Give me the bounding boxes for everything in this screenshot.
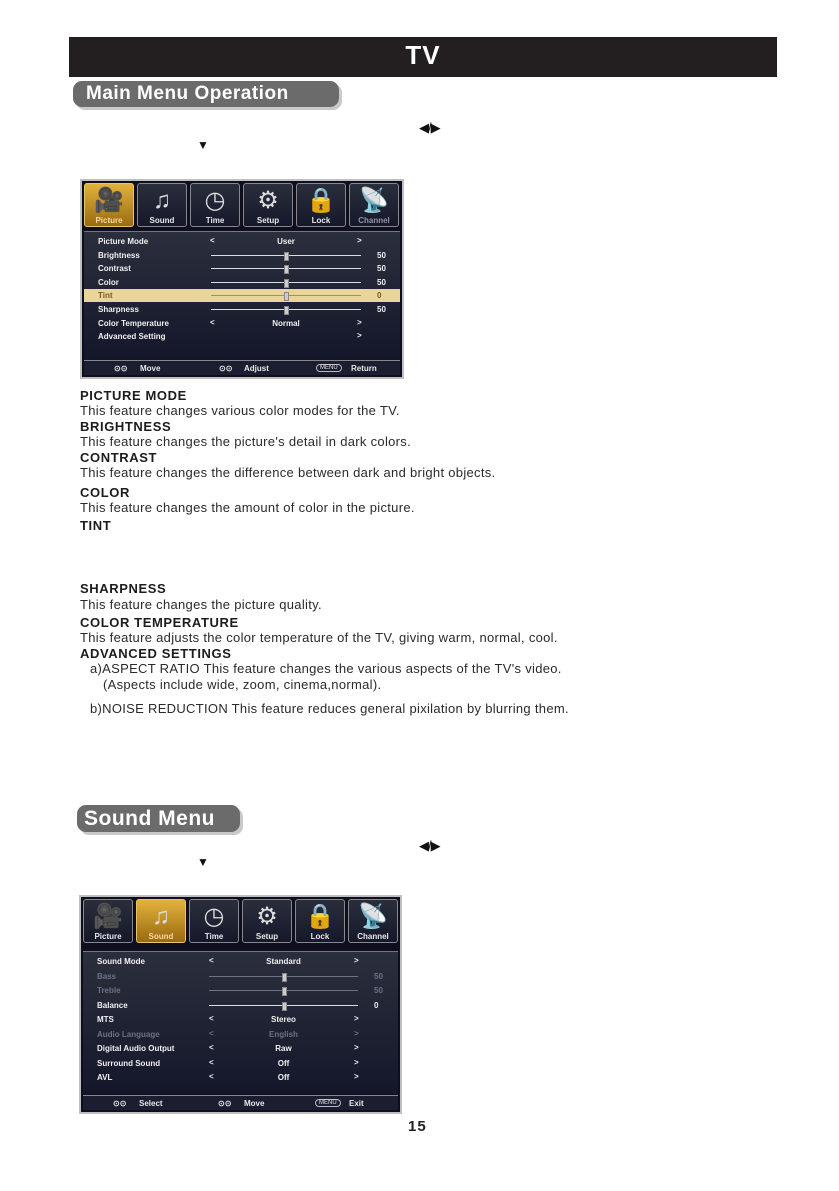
heading-color: COLOR <box>80 485 130 500</box>
sound-menu-panel <box>83 951 398 1094</box>
right-arrow-icon: > <box>357 236 362 245</box>
slider-value: 0 <box>377 291 382 301</box>
padlock-icon: 🔒 <box>306 187 336 214</box>
menu-row-advanced-setting <box>84 330 400 343</box>
tab-sound <box>137 183 187 227</box>
menu-key-icon: MENU <box>316 364 342 372</box>
row-label: Treble <box>97 986 121 995</box>
row-label: Contrast <box>98 264 131 274</box>
slider-value: 50 <box>374 986 383 995</box>
footer-move-label: Move <box>244 1099 265 1108</box>
left-arrow-icon: < <box>209 956 214 965</box>
right-arrow-icon: > <box>354 1028 359 1038</box>
row-label: AVL <box>97 1073 113 1082</box>
tab-setup <box>242 899 292 943</box>
slider-value: 50 <box>377 264 386 274</box>
tab-lock <box>296 183 346 227</box>
left-arrow-icon: < <box>209 1028 214 1038</box>
tab-channel <box>349 183 399 227</box>
down-arrow-icon: ▼ <box>197 855 209 869</box>
menu-row-treble <box>83 984 398 997</box>
right-arrow-icon: > <box>354 1057 359 1067</box>
tab-label: Channel <box>358 216 390 225</box>
row-label: Surround Sound <box>97 1058 161 1068</box>
option-value: Standard <box>266 957 301 966</box>
text-aspect-ratio: a)ASPECT RATIO This feature changes the various aspects of the TV's video. <box>90 661 562 676</box>
left-arrow-icon: < <box>210 236 215 245</box>
clock-icon: ◷ <box>203 903 225 930</box>
right-arrow-icon: > <box>357 317 362 327</box>
speaker-note-icon: ♫ <box>152 903 170 930</box>
text-color-temperature: This feature adjusts the color temperature of the TV, giving warm, normal, cool. <box>80 630 558 645</box>
left-right-keys-icon: ⊙⊙ <box>218 1099 232 1108</box>
menu-row-bass <box>83 970 398 983</box>
heading-picture-mode: PICTURE MODE <box>80 388 187 403</box>
row-label: Sharpness <box>98 305 139 314</box>
camcorder-icon: 🎥 <box>94 187 124 214</box>
menu-footer <box>84 360 400 375</box>
slider-knob <box>282 1002 287 1011</box>
menu-tab-bar <box>84 183 400 227</box>
menu-row-digital-audio-output <box>83 1042 398 1055</box>
option-value: User <box>277 237 295 246</box>
row-label: Advanced Setting <box>98 332 166 342</box>
option-value: Off <box>277 1058 290 1068</box>
text-aspect-ratio-options: (Aspects include wide, zoom, cinema,normal). <box>103 677 382 692</box>
down-arrow-icon: ▼ <box>197 138 209 152</box>
section-title-sound-menu: Sound Menu <box>77 805 240 832</box>
menu-row-tint <box>84 289 400 302</box>
section-title-main-menu: Main Menu Operation <box>73 81 339 107</box>
padlock-icon: 🔒 <box>305 903 335 930</box>
right-arrow-icon: > <box>354 1072 359 1081</box>
menu-row-brightness <box>84 249 400 262</box>
row-label: Digital Audio Output <box>97 1044 175 1053</box>
tab-label: Time <box>204 932 224 941</box>
row-label: Brightness <box>98 250 140 260</box>
slider-value: 50 <box>377 305 386 314</box>
page-header-title: TV <box>405 40 441 70</box>
tab-label: Setup <box>255 932 279 941</box>
tab-channel <box>348 899 398 943</box>
right-arrow-icon: > <box>354 1043 359 1052</box>
menu-row-balance <box>83 999 398 1012</box>
left-right-arrow-icon: ◀/▶ <box>419 838 440 853</box>
menu-tab-bar <box>83 899 398 943</box>
menu-row-color <box>84 276 400 289</box>
menu-row-picture-mode <box>84 235 400 248</box>
menu-row-sound-mode <box>83 955 398 968</box>
footer-move-label: Move <box>140 364 161 373</box>
tab-lock <box>295 899 345 943</box>
menu-row-color-temperature <box>84 317 400 330</box>
row-label: Color <box>98 277 119 287</box>
sound-menu-screenshot <box>79 895 402 1114</box>
tab-label: Lock <box>311 216 331 225</box>
row-label: Sound Mode <box>97 957 145 966</box>
menu-row-avl <box>83 1071 398 1084</box>
menu-row-sharpness <box>84 303 400 316</box>
option-value: Normal <box>272 318 300 328</box>
slider-knob <box>284 279 289 288</box>
tab-setup <box>243 183 293 227</box>
tab-time <box>190 183 240 227</box>
tab-label: Picture <box>95 216 123 225</box>
text-noise-reduction: b)NOISE REDUCTION This feature reduces general pixilation by blurring them. <box>90 701 569 716</box>
right-arrow-icon: > <box>357 331 362 341</box>
tab-label: Sound <box>148 932 174 941</box>
tab-time <box>189 899 239 943</box>
left-arrow-icon: < <box>209 1014 214 1023</box>
left-arrow-icon: < <box>210 317 215 327</box>
right-arrow-icon: > <box>354 956 359 965</box>
text-color: This feature changes the amount of color in the picture. <box>80 500 415 515</box>
left-right-arrow-icon: ◀/▶ <box>419 120 440 135</box>
tab-picture <box>83 899 133 943</box>
camcorder-icon: 🎥 <box>93 903 123 930</box>
tab-label: Picture <box>94 932 122 941</box>
slider-knob <box>284 252 289 261</box>
text-brightness: This feature changes the picture's detail in dark colors. <box>80 434 412 449</box>
tab-label: Channel <box>357 932 389 941</box>
picture-menu-panel <box>84 231 400 360</box>
left-arrow-icon: < <box>209 1057 214 1067</box>
slider-value: 50 <box>377 250 386 260</box>
wrench-gear-icon: ⚙ <box>256 903 278 930</box>
menu-footer <box>83 1095 398 1110</box>
footer-exit-label: Exit <box>349 1099 364 1108</box>
tab-sound <box>136 899 186 943</box>
option-value: English <box>269 1029 298 1039</box>
wrench-gear-icon: ⚙ <box>257 187 279 214</box>
slider-value: 50 <box>374 971 383 981</box>
menu-key-icon: MENU <box>315 1099 341 1107</box>
heading-brightness: BRIGHTNESS <box>80 419 172 434</box>
up-down-keys-icon: ⊙⊙ <box>113 1099 127 1108</box>
slider-knob <box>284 306 289 315</box>
row-label: Audio Language <box>97 1029 160 1039</box>
slider-knob <box>282 973 287 982</box>
left-right-keys-icon: ⊙⊙ <box>219 364 233 373</box>
heading-advanced-settings: ADVANCED SETTINGS <box>80 646 232 661</box>
tab-label: Setup <box>256 216 280 225</box>
footer-adjust-label: Adjust <box>244 364 269 373</box>
slider-knob <box>282 987 287 996</box>
page-number: 15 <box>408 1118 427 1135</box>
left-arrow-icon: < <box>209 1072 214 1081</box>
left-arrow-icon: < <box>209 1043 214 1052</box>
speaker-note-icon: ♫ <box>153 187 171 214</box>
slider-knob <box>284 292 289 301</box>
footer-select-label: Select <box>139 1099 163 1108</box>
row-label: Picture Mode <box>98 237 149 246</box>
slider-value: 0 <box>374 1000 379 1010</box>
tab-picture <box>84 183 134 227</box>
option-value: Off <box>277 1073 290 1082</box>
slider-value: 50 <box>377 277 386 287</box>
heading-contrast: CONTRAST <box>80 450 158 465</box>
menu-row-audio-language <box>83 1028 398 1041</box>
row-label: Bass <box>97 971 117 981</box>
text-picture-mode: This feature changes various color modes for the TV. <box>80 403 400 418</box>
text-contrast: This feature changes the difference between dark and bright objects. <box>80 465 496 480</box>
picture-menu-screenshot <box>80 179 404 379</box>
option-value: Raw <box>275 1044 292 1053</box>
heading-tint: TINT <box>80 518 112 533</box>
slider-knob <box>284 265 289 274</box>
row-label: Balance <box>97 1000 128 1010</box>
up-down-keys-icon: ⊙⊙ <box>114 364 128 373</box>
row-label: MTS <box>97 1015 114 1024</box>
tab-label: Sound <box>149 216 175 225</box>
heading-sharpness: SHARPNESS <box>80 581 167 596</box>
menu-row-contrast <box>84 262 400 275</box>
satellite-dish-icon: 📡 <box>358 903 388 930</box>
satellite-dish-icon: 📡 <box>359 187 389 214</box>
footer-return-label: Return <box>351 364 377 373</box>
menu-row-mts <box>83 1013 398 1026</box>
heading-color-temperature: COLOR TEMPERATURE <box>80 615 239 630</box>
clock-icon: ◷ <box>204 187 226 214</box>
tab-label: Time <box>205 216 225 225</box>
option-value: Stereo <box>271 1015 296 1024</box>
text-sharpness: This feature changes the picture quality. <box>80 597 322 612</box>
menu-row-surround-sound <box>83 1057 398 1070</box>
right-arrow-icon: > <box>354 1014 359 1023</box>
page-header-bar <box>69 37 777 77</box>
tab-label: Lock <box>310 932 330 941</box>
row-label: Color Temperature <box>98 318 169 328</box>
row-label: Tint <box>98 291 113 301</box>
